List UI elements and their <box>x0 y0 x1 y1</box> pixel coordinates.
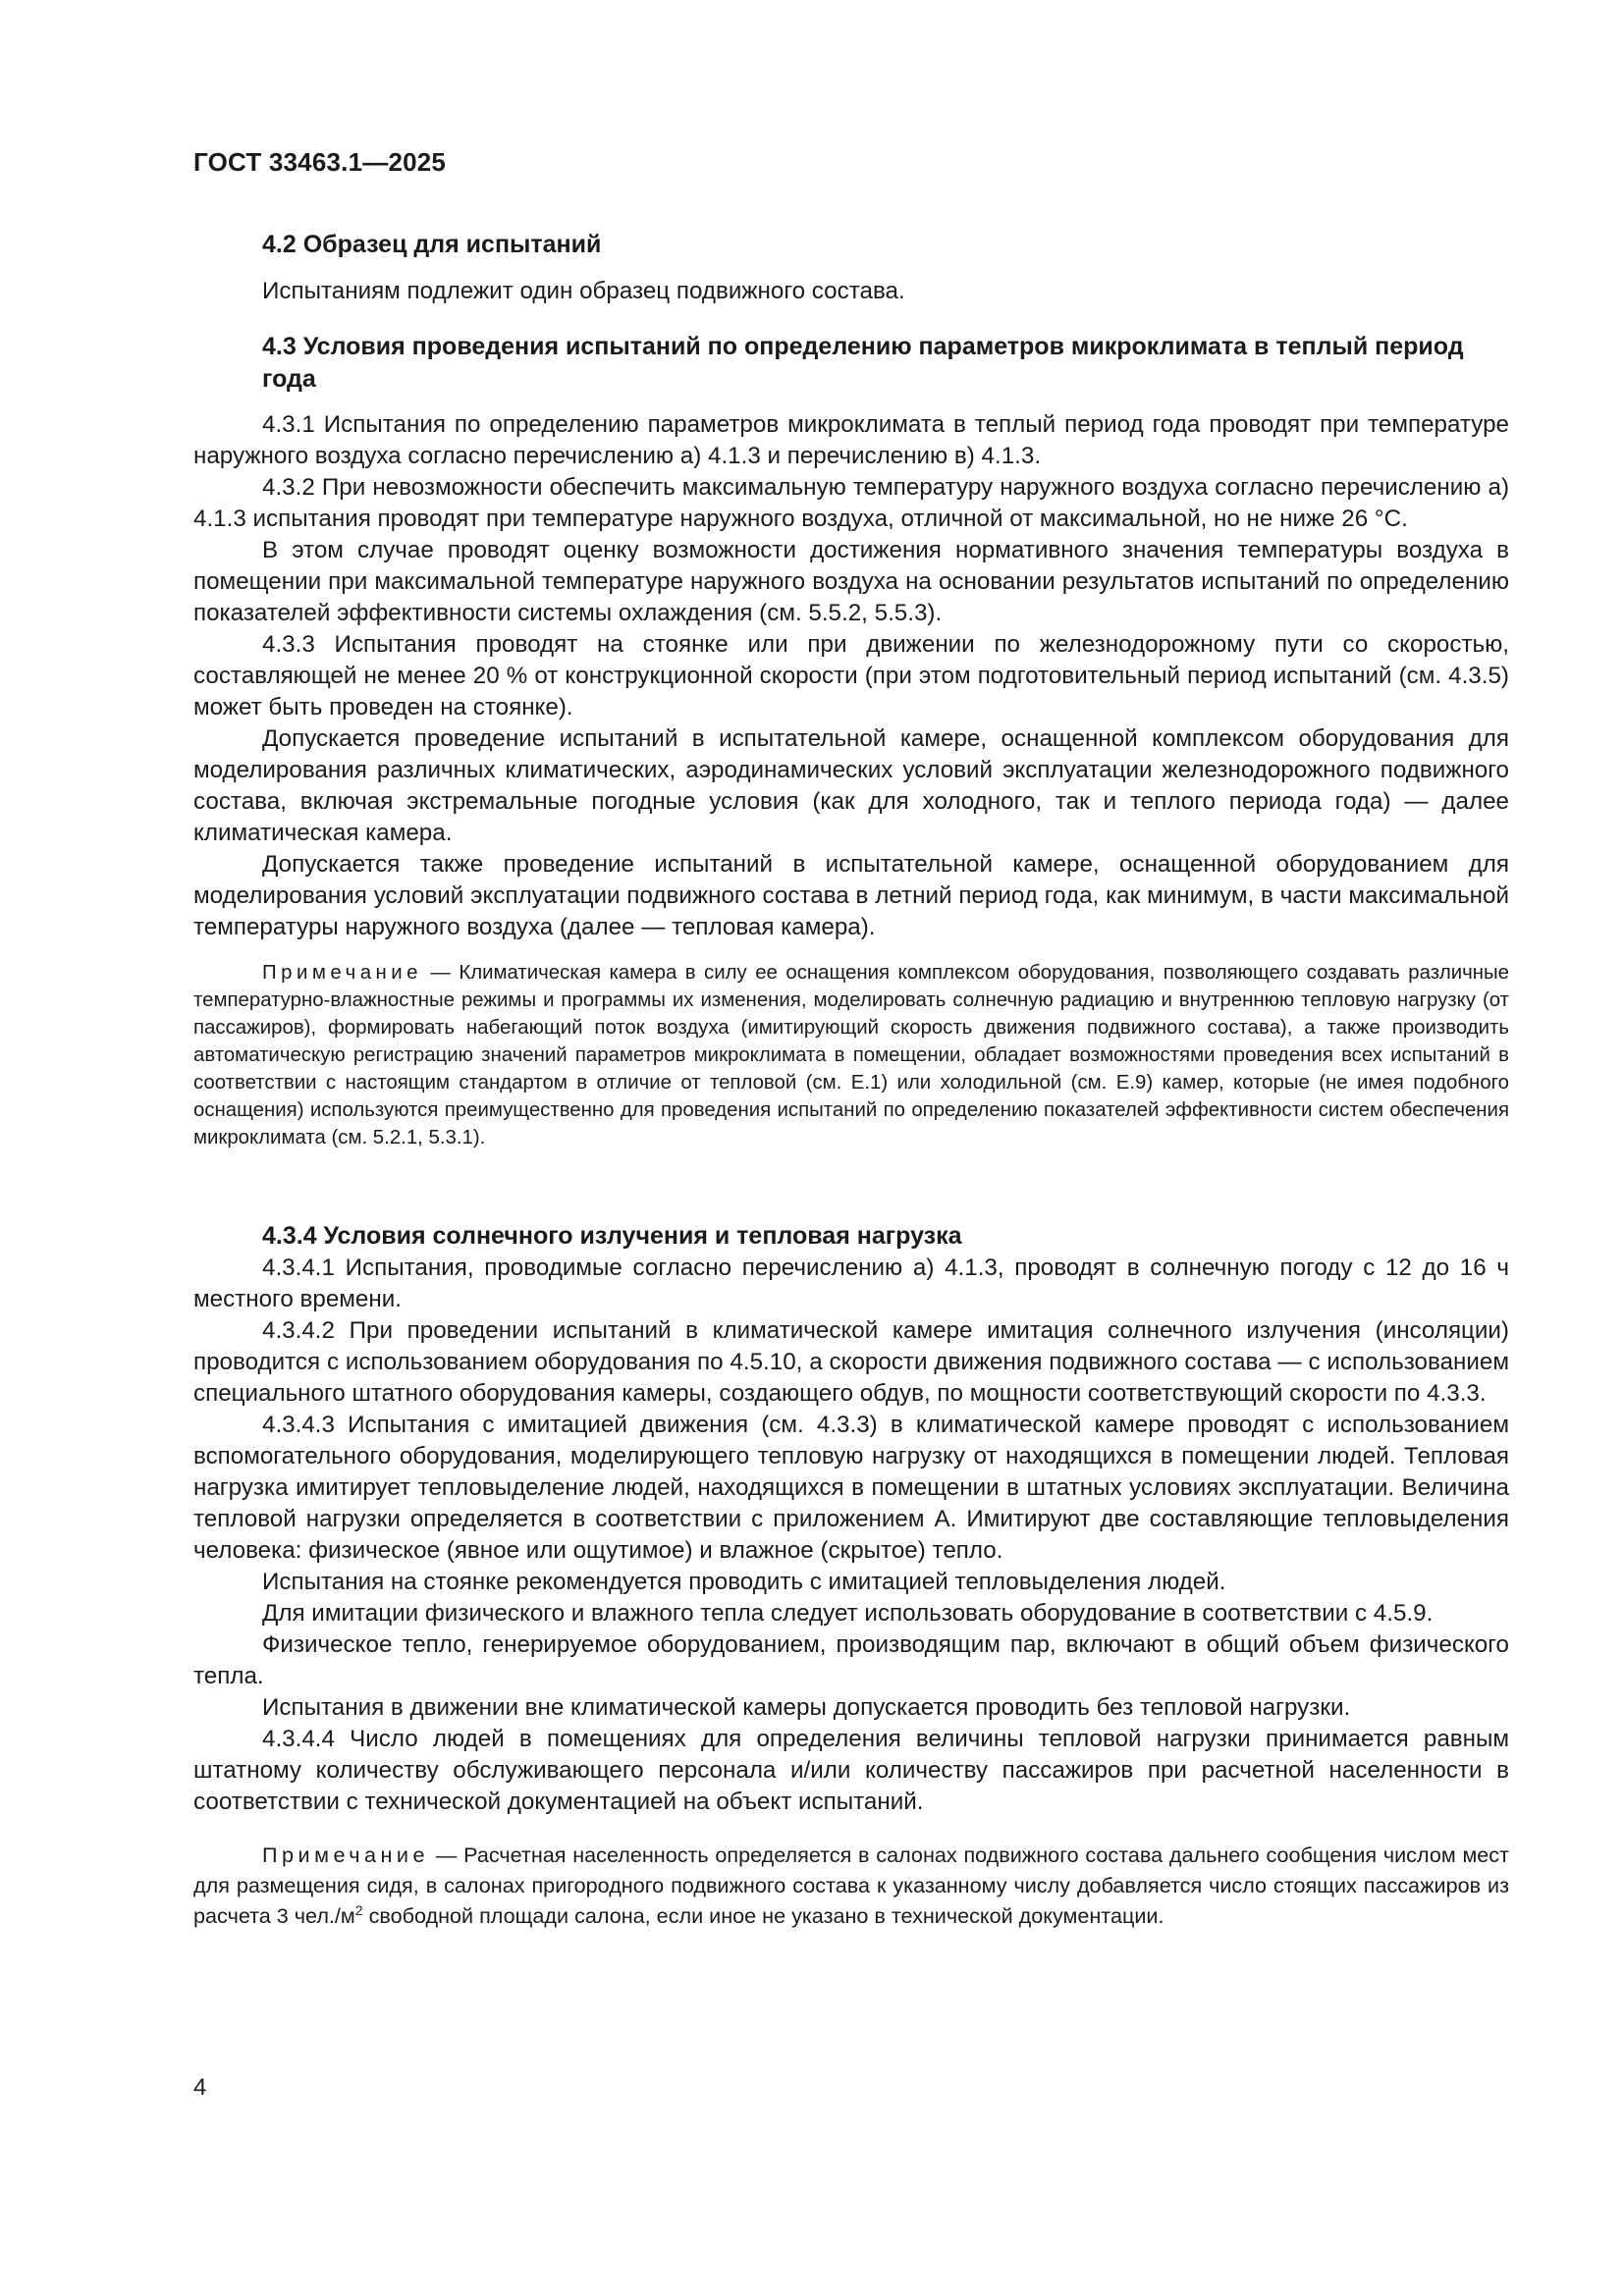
note-text: — Расчетная населенность определяется в салонах подвижного состава дальнего сообщения числом мест для размещения сидя, в салонах пригородного подвижного состава к указанному числу добавляется число стоящих пассажиров из расчета 3 чел./м <box>193 1842 1509 1928</box>
paragraph-4-3-1: 4.3.1 Испытания по определению параметров микроклимата в теплый период года проводят при температуре наружного воздуха согласно перечислению а) 4.1.3 и перечислению в) 4.1.3. <box>193 411 1509 469</box>
paragraph: Допускается проведение испытаний в испытательной камере, оснащенной комплексом оборудования для моделирования различных климатических, аэродинамических условий эксплуатации железнодорожного подвижного состава, включая экстремальные погодные условия (как для холодного, так и теплого периода года) — далее климатическая камера. <box>193 725 1509 846</box>
section-heading: 4.3 Условия проведения испытаний по определению параметров микроклимата в теплый период года <box>262 333 1464 393</box>
paragraph-4-3-4-4: 4.3.4.4 Число людей в помещениях для определения величины тепловой нагрузки принимается равным штатному количеству обслуживающего персонала и/или количеству пассажиров при расчетной населенности в соответствии с технической документацией на объект испытаний. <box>193 1726 1509 1815</box>
note-label: Примечание <box>262 1842 429 1867</box>
paragraph: Физическое тепло, генерируемое оборудованием, производящим пар, включают в общий объем физического тепла. <box>193 1631 1509 1689</box>
note <box>193 959 1509 1151</box>
section-heading: 4.3.4 Условия солнечного излучения и тепловая нагрузка <box>262 1222 962 1250</box>
section-4-3 <box>193 331 1509 1151</box>
paragraph-4-3-3: 4.3.3 Испытания проводят на стоянке или при движении по железнодорожному пути со скоростью, составляющей не менее 20 % от конструкционной скорости (при этом подготовительный период испытаний (см. 4.3.5) может быть проведен на стоянке). <box>193 631 1509 721</box>
note-text: свободной площади салона, если иное не указано в технической документации. <box>362 1903 1164 1928</box>
page-number: 4 <box>193 2074 207 2101</box>
section-heading: 4.2 Образец для испытаний <box>262 231 602 258</box>
note-text: — Климатическая камера в силу ее оснащения комплексом оборудования, позволяющего создавать различные температурно-влажностные режимы и программы их изменения, моделировать солнечную радиацию и внутреннюю тепловую нагрузку (от пассажиров), формировать набегающий поток воздуха (имитирующий скорость движения подвижного состава), а также производить автоматическую регистрацию значений параметров микроклимата в помещении, обладает возможностями проведения всех испытаний в соответствии с настоящим стандартом в отличие от тепловой (см. Е.1) или холодильной (см. Е.9) камер, которые (не имея подобного оснащения) используются преимущественно для проведения испытаний по определению показателей эффективности систем обеспечения микроклимата (см. 5.2.1, 5.3.1). <box>193 962 1509 1148</box>
paragraph: Испытаниям подлежит один образец подвижного состава. <box>262 278 905 304</box>
paragraph: В этом случае проводят оценку возможности достижения нормативного значения температуры воздуха в помещении при максимальной температуре наружного воздуха на основании результатов испытаний по определению показателей эффективности системы охлаждения (см. 5.5.2, 5.5.3). <box>193 537 1509 626</box>
paragraph-4-3-4-3: 4.3.4.3 Испытания с имитацией движения (см. 4.3.3) в климатической камере проводят с использованием вспомогательного оборудования, моделирующего тепловую нагрузку от находящихся в помещении людей. Тепловая нагрузка имитирует тепловыделение людей, находящихся в помещении в штатных условиях эксплуатации. Величина тепловой нагрузки определяется в соответствии с приложением А. Имитируют две составляющие тепловыделения человека: физическое (явное или ощутимое) и влажное (скрытое) тепло. <box>193 1412 1509 1564</box>
section-4-3-4 <box>193 1220 1509 1931</box>
paragraph-4-3-2: 4.3.2 При невозможности обеспечить максимальную температуру наружного воздуха согласно перечислению а) 4.1.3 испытания проводят при температуре наружного воздуха, отличной от максимальной, но не ниже 26 °С. <box>193 474 1509 532</box>
note <box>193 1840 1509 1931</box>
note-label: Примечание <box>262 962 423 984</box>
document-id: ГОСТ 33463.1—2025 <box>193 147 447 177</box>
paragraph: Для имитации физического и влажного тепла следует использовать оборудование в соответствии с 4.5.9. <box>262 1600 1434 1627</box>
paragraph: Испытания на стоянке рекомендуется проводить с имитацией тепловыделения людей. <box>262 1569 1226 1595</box>
paragraph: Допускается также проведение испытаний в испытательной камере, оснащенной оборудованием для моделирования условий эксплуатации подвижного состава в летний период года, как минимум, в части максимальной температуры наружного воздуха (далее — тепловая камера). <box>193 851 1509 940</box>
section-4-2 <box>193 229 1509 307</box>
paragraph-4-3-4-1: 4.3.4.1 Испытания, проводимые согласно перечислению а) 4.1.3, проводят в солнечную погоду с 12 до 16 ч местного времени. <box>193 1255 1509 1312</box>
paragraph-4-3-4-2: 4.3.4.2 При проведении испытаний в климатической камере имитация солнечного излучения (инсоляции) проводится с использованием оборудования по 4.5.10, а скорости движения подвижного состава — с использованием специального штатного оборудования камеры, создающего обдув, по мощности соответствующий скорости по 4.3.3. <box>193 1317 1509 1407</box>
superscript: 2 <box>354 1902 363 1918</box>
paragraph: Испытания в движении вне климатической камеры допускается проводить без тепловой нагрузки. <box>262 1694 1351 1721</box>
